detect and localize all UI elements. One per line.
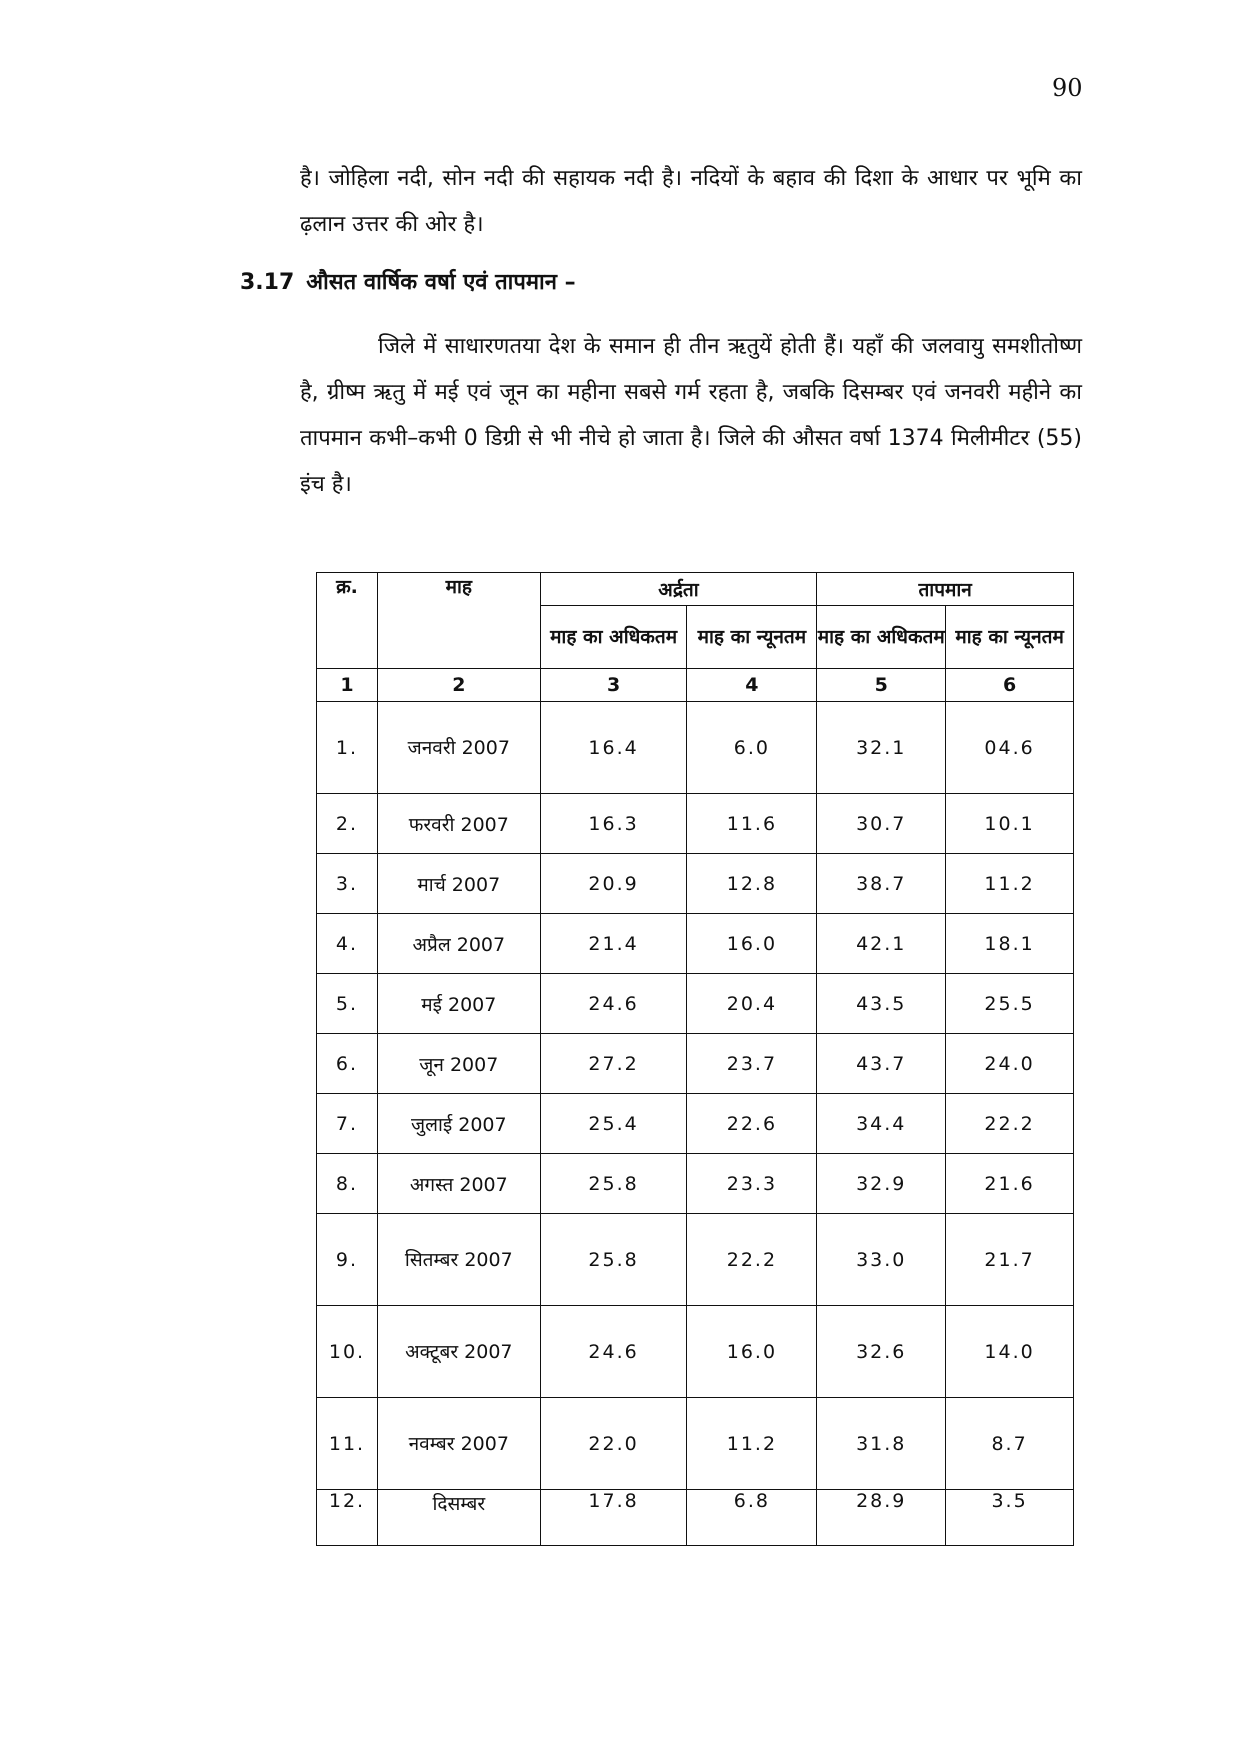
cell-month: जुलाई 2007 (377, 1094, 540, 1154)
header-temperature: तापमान (817, 573, 1074, 606)
cell-month: सितम्बर 2007 (377, 1214, 540, 1306)
cell-temp-min: 22.2 (946, 1094, 1074, 1154)
cell-humidity-min: 23.3 (687, 1154, 817, 1214)
cell-sno: 1. (317, 702, 378, 794)
header-humidity-min: माह का न्यूनतम (687, 606, 817, 669)
cell-humidity-min: 22.6 (687, 1094, 817, 1154)
cell-month: अप्रैल 2007 (377, 914, 540, 974)
table-row (317, 1214, 1074, 1306)
cell-temp-min: 10.1 (946, 794, 1074, 854)
header-humidity: अर्द्रता (540, 573, 817, 606)
cell-temp-max: 34.4 (817, 1094, 946, 1154)
column-number: 5 (817, 669, 946, 702)
section-title: औसत वार्षिक वर्षा एवं तापमान – (306, 270, 576, 295)
header-sno: क्र. (317, 573, 378, 669)
cell-sno: 3. (317, 854, 378, 914)
cell-humidity-max: 16.3 (540, 794, 687, 854)
cell-month: मई 2007 (377, 974, 540, 1034)
cell-sno: 5. (317, 974, 378, 1034)
header-temp-max: माह का अधिकतम (817, 606, 946, 669)
cell-humidity-min: 16.0 (687, 914, 817, 974)
cell-sno: 10. (317, 1306, 378, 1398)
table-row (317, 1306, 1074, 1398)
cell-humidity-max: 24.6 (540, 1306, 687, 1398)
cell-temp-min: 18.1 (946, 914, 1074, 974)
table-row (317, 794, 1074, 854)
table-row (317, 702, 1074, 794)
table-row (317, 1154, 1074, 1214)
cell-temp-max: 42.1 (817, 914, 946, 974)
cell-temp-max: 43.7 (817, 1034, 946, 1094)
cell-month: मार्च 2007 (377, 854, 540, 914)
cell-month: अगस्त 2007 (377, 1154, 540, 1214)
cell-temp-max: 30.7 (817, 794, 946, 854)
cell-month: फरवरी 2007 (377, 794, 540, 854)
table-row (317, 914, 1074, 974)
cell-humidity-min: 11.2 (687, 1398, 817, 1490)
cell-humidity-max: 21.4 (540, 914, 687, 974)
cell-temp-min: 14.0 (946, 1306, 1074, 1398)
cell-temp-max: 28.9 (817, 1490, 946, 1546)
table-row (317, 854, 1074, 914)
column-number: 2 (377, 669, 540, 702)
cell-humidity-min: 23.7 (687, 1034, 817, 1094)
column-number: 6 (946, 669, 1074, 702)
cell-temp-min: 11.2 (946, 854, 1074, 914)
cell-humidity-min: 6.8 (687, 1490, 817, 1546)
table-row (317, 1094, 1074, 1154)
table-header-row (317, 573, 1074, 606)
cell-temp-max: 33.0 (817, 1214, 946, 1306)
cell-month: नवम्बर 2007 (377, 1398, 540, 1490)
section-number: 3.17 (240, 270, 295, 295)
cell-humidity-min: 6.0 (687, 702, 817, 794)
header-humidity-max: माह का अधिकतम (540, 606, 687, 669)
cell-humidity-min: 20.4 (687, 974, 817, 1034)
header-month: माह (377, 573, 540, 669)
cell-temp-max: 32.1 (817, 702, 946, 794)
column-number: 3 (540, 669, 687, 702)
cell-sno: 8. (317, 1154, 378, 1214)
cell-temp-min: 25.5 (946, 974, 1074, 1034)
section-heading (240, 266, 576, 296)
paragraph-climate: जिले में साधारणतया देश के समान ही तीन ऋतुयें होती हैं। यहाँ की जलवायु समशीतोष्ण है, ग्रीष्म ऋतु में मई एवं जून का महीना सबसे गर्म रहता है, जबकि दिसम्बर एवं जनवरी महीने का तापमान कभी–कभी 0 डिग्री से भी नीचे हो जाता है। जिले की औसत वर्षा 1374 मिलीमीटर (55) इंच है। (300, 334, 1082, 497)
cell-sno: 9. (317, 1214, 378, 1306)
cell-humidity-max: 25.4 (540, 1094, 687, 1154)
cell-humidity-min: 16.0 (687, 1306, 817, 1398)
cell-temp-max: 38.7 (817, 854, 946, 914)
cell-humidity-min: 22.2 (687, 1214, 817, 1306)
cell-temp-min: 8.7 (946, 1398, 1074, 1490)
cell-temp-max: 43.5 (817, 974, 946, 1034)
cell-sno: 11. (317, 1398, 378, 1490)
column-number: 1 (317, 669, 378, 702)
paragraph-intro: है। जोहिला नदी, सोन नदी की सहायक नदी है। नदियों के बहाव की दिशा के आधार पर भूमि का ढ़लान उत्तर की ओर है। (300, 166, 1082, 237)
cell-humidity-max: 25.8 (540, 1154, 687, 1214)
cell-humidity-min: 11.6 (687, 794, 817, 854)
table-column-number-row (317, 669, 1074, 702)
cell-humidity-max: 20.9 (540, 854, 687, 914)
cell-temp-min: 21.7 (946, 1214, 1074, 1306)
table-row (317, 1490, 1074, 1546)
cell-humidity-max: 25.8 (540, 1214, 687, 1306)
table-row (317, 974, 1074, 1034)
cell-temp-max: 32.9 (817, 1154, 946, 1214)
cell-humidity-max: 22.0 (540, 1398, 687, 1490)
table-row (317, 1398, 1074, 1490)
cell-temp-min: 04.6 (946, 702, 1074, 794)
header-temp-min: माह का न्यूनतम (946, 606, 1074, 669)
cell-temp-max: 31.8 (817, 1398, 946, 1490)
cell-temp-min: 24.0 (946, 1034, 1074, 1094)
cell-sno: 7. (317, 1094, 378, 1154)
cell-month: दिसम्बर (377, 1490, 540, 1546)
page-number: 90 (1052, 74, 1083, 102)
cell-humidity-min: 12.8 (687, 854, 817, 914)
cell-sno: 4. (317, 914, 378, 974)
cell-humidity-max: 17.8 (540, 1490, 687, 1546)
cell-humidity-max: 24.6 (540, 974, 687, 1034)
cell-humidity-max: 27.2 (540, 1034, 687, 1094)
cell-humidity-max: 16.4 (540, 702, 687, 794)
cell-sno: 2. (317, 794, 378, 854)
table-row (317, 1034, 1074, 1094)
cell-temp-max: 32.6 (817, 1306, 946, 1398)
cell-temp-min: 3.5 (946, 1490, 1074, 1546)
cell-month: जनवरी 2007 (377, 702, 540, 794)
cell-sno: 12. (317, 1490, 378, 1546)
cell-temp-min: 21.6 (946, 1154, 1074, 1214)
column-number: 4 (687, 669, 817, 702)
cell-month: जून 2007 (377, 1034, 540, 1094)
cell-sno: 6. (317, 1034, 378, 1094)
cell-month: अक्टूबर 2007 (377, 1306, 540, 1398)
rainfall-temperature-table (316, 572, 1074, 1546)
